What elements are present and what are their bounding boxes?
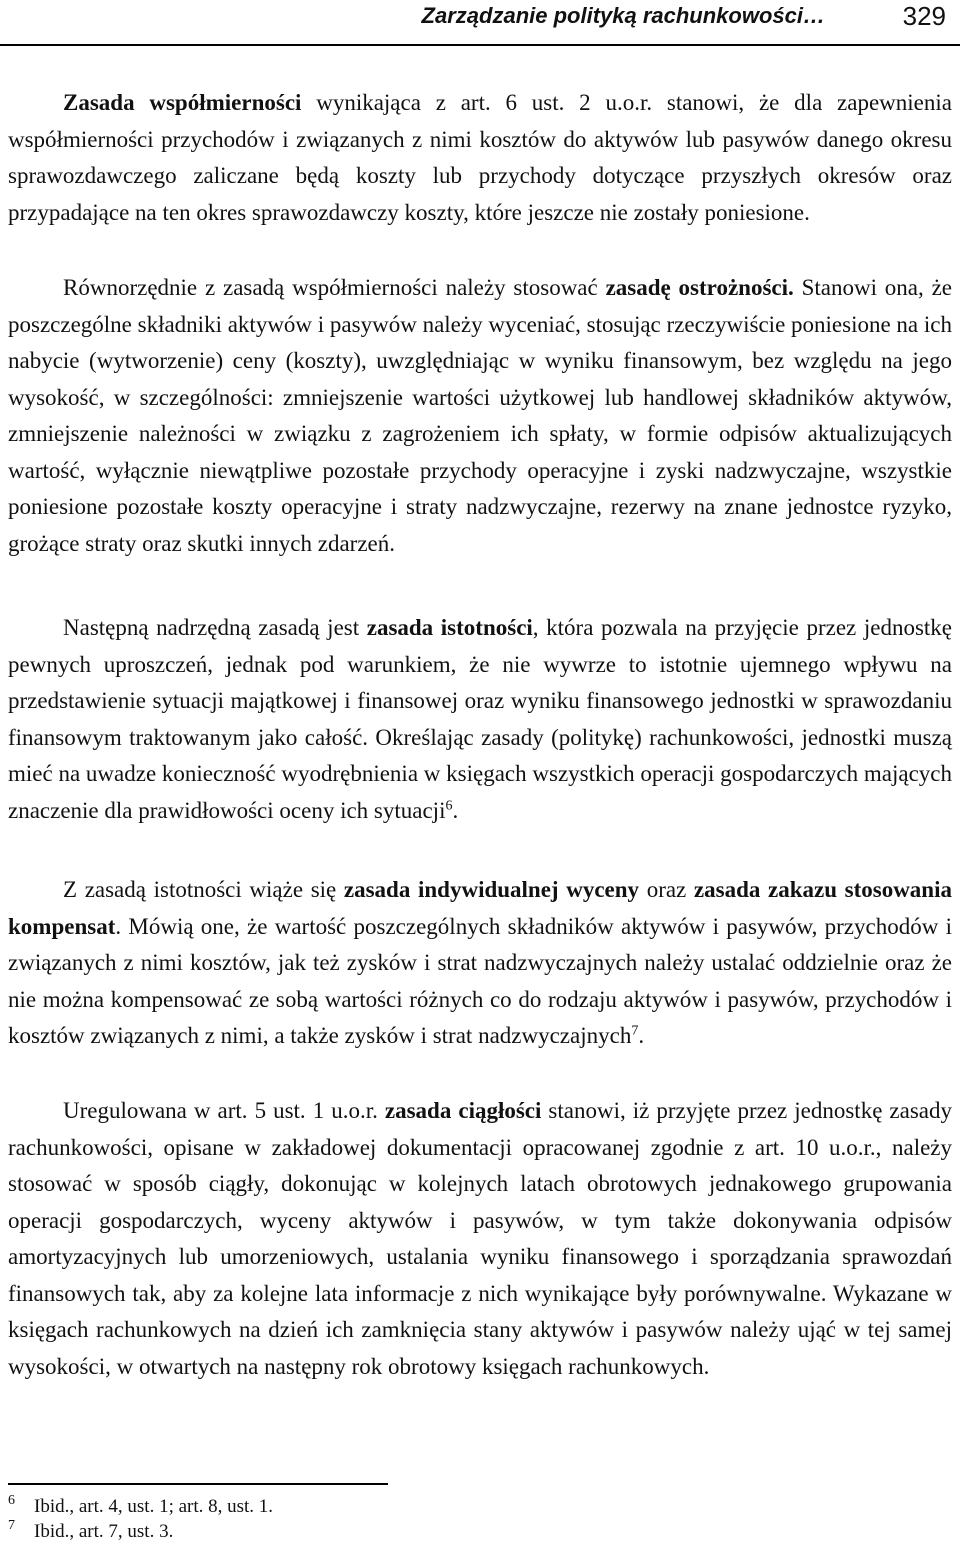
footnote-reference[interactable]: 6: [445, 797, 453, 813]
paragraph-zasada-ciaglosci: [8, 1093, 952, 1385]
footnote-item: [8, 1494, 273, 1519]
paragraph-zasada-istotnosci: [8, 610, 952, 829]
footnote-divider: [8, 1483, 388, 1485]
paragraph-text: Z zasadą istotności wiąże się: [63, 877, 344, 902]
footnote-item: [8, 1519, 273, 1544]
paragraph-text: .: [452, 797, 459, 823]
paragraph-text: Stanowi ona, że poszczególne składniki aktywów i pasywów należy wyceniać, stosując rzeczywiście poniesione na ich nabycie (wytworzenie) ceny (koszty), uwzględniając w wyniku finansowym, bez względu na jego wysokość, w szczególności: zmniejszenie wartości użytkowej lub handlowej składników aktywów, zmniejszenie należności w związku z zagrożeniem ich spłaty, w formie odpisów aktualizujących wartość, wyłącznie niewątpliwe pozostałe przychody operacyjne i zyski nadzwyczajne, wszystkie poniesione pozostałe koszty operacyjne i straty nadzwyczajne, rezerwy na znane jednostce ryzyko, grożące straty oraz skutki innych zdarzeń.: [8, 275, 952, 556]
paragraph-text: Równorzędnie z zasadą współmierności należy stosować: [63, 275, 606, 300]
paragraph-text: stanowi, iż przyjęte przez jednostkę zasady rachunkowości, opisane w zakładowej dokumentacji opracowanej zgodnie z art. 10 u.o.r., należy stosować w sposób ciągły, dokonując w kolejnych latach obrotowych jednakowego grupowania operacji gospodarczych, wyceny aktywów i pasywów, w tym także dokonywania odpisów amortyzacyjnych lub umorzeniowych, ustalania wyniku finansowego i sporządzania sprawozdań finansowych tak, aby za kolejne lata informacje z nich wynikające były porównywalne. Wykazane w księgach rachunkowych na dzień ich zamknięcia stany aktywów i pasywów należy ująć w tej samej wysokości, w otwartych na następny rok obrotowy księgach rachunkowych.: [8, 1098, 952, 1379]
paragraph-text: . Mówią one, że wartość poszczególnych składników aktywów i pasywów, przychodów i związanych z nimi kosztów, jak też zysków i strat nadzwyczajnych należy ustalać oddzielnie oraz że nie można kompensować ze sobą wartości różnych co do rodzaju aktywów i pasywów, przychodów i kosztów związanych z nimi, a także zysków i strat nadzwyczajnych: [8, 913, 952, 1048]
bold-term: zasada zakazu stosowania kompensat: [8, 877, 952, 939]
footnote-number: 6: [8, 1493, 15, 1508]
paragraph-text: oraz: [639, 877, 694, 902]
paragraph-text: , która pozwala na przyjęcie przez jednostkę pewnych uproszczeń, jednak pod warunkiem, że nie wywrze to istotnie ujemnego wpływu na przedstawienie sytuacji majątkowej i finansowej oraz wyniku finansowego jednostki w sprawozdaniu finansowym traktowanym jako całość. Określając zasady (politykę) rachunkowości, jednostki muszą mieć na uwadze konieczność wyodrębnienia w księgach wszystkich operacji gospodarczych mających znaczenie dla prawidłowości oceny ich sytuacji: [8, 615, 952, 823]
paragraph-text: .: [638, 1023, 645, 1048]
paragraph-zasada-indywidualnej-wyceny: [8, 872, 952, 1055]
footnote-text: Ibid., art. 4, ust. 1; art. 8, ust. 1.: [34, 1496, 274, 1517]
bold-term: Zasada współmierności: [63, 90, 302, 115]
page-number: 329: [902, 1, 946, 31]
paragraph-zasada-ostroznosci: [8, 270, 952, 562]
running-title: Zarządzanie polityką rachunkowości…: [421, 3, 825, 28]
paragraph-text: Następną nadrzędną zasadą jest: [63, 615, 367, 640]
footnote-text: Ibid., art. 7, ust. 3.: [34, 1521, 174, 1542]
paragraph-zasada-wspolmiernosci: [8, 85, 952, 231]
paragraph-text: wynikająca z art. 6 ust. 2 u.o.r. stanowi, że dla zapewnienia współmierności przychodów i związanych z nimi kosztów do aktywów lub pasywów danego okresu sprawozdawczego zaliczane będą koszty lub przychody dotyczące przyszłych okresów oraz przypadające na ten okres sprawozdawczy koszty, które jeszcze nie zostały poniesione.: [8, 90, 952, 225]
bold-term: zasada indywidualnej wyceny: [343, 877, 640, 902]
footnotes: [8, 1494, 273, 1544]
page-header: [0, 0, 960, 46]
bold-term: zasadę ostrożności.: [605, 275, 794, 300]
bold-term: zasada istotności: [366, 615, 533, 640]
bold-term: zasada ciągłości: [384, 1098, 542, 1123]
paragraph-text: Uregulowana w art. 5 ust. 1 u.o.r.: [63, 1098, 385, 1123]
footnote-number: 7: [8, 1518, 15, 1533]
footnote-reference[interactable]: 7: [631, 1023, 639, 1039]
